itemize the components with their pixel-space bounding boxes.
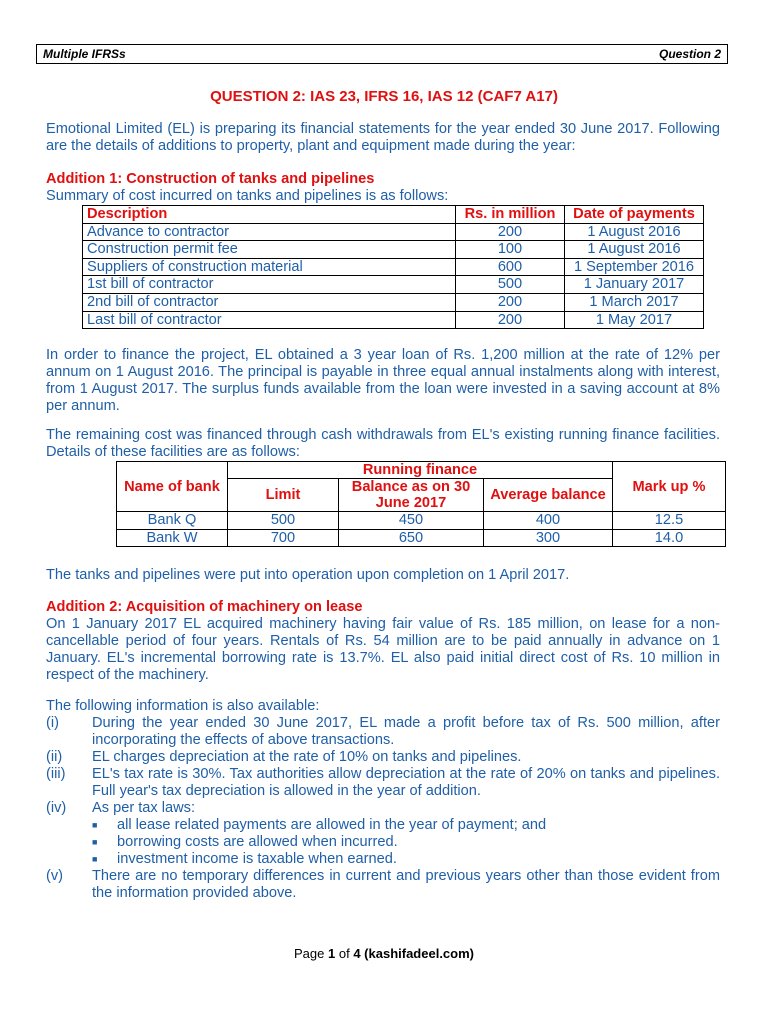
list-item: (iii) EL's tax rate is 30%. Tax authorities allow depreciation at the rate of 20% on tanks and pipelines. Full year's tax depreciation is allowed in the year of addition. xyxy=(46,766,720,799)
addition1-summary: Summary of cost incurred on tanks and pipelines is as follows: xyxy=(46,188,449,204)
table-row: Bank W 700 650 300 14.0 xyxy=(117,529,726,547)
col-bank-name: Name of bank xyxy=(117,462,228,512)
info-list xyxy=(46,715,720,902)
cost-table xyxy=(82,205,704,329)
list-item: (iv) As per tax laws: xyxy=(46,800,196,816)
table-row: Construction permit fee 100 1 August 2016 xyxy=(83,241,704,259)
info-lead: The following information is also available: xyxy=(46,698,320,714)
addition2-heading: Addition 2: Acquisition of machinery on lease xyxy=(46,599,363,615)
list-item: (i) During the year ended 30 June 2017, EL made a profit before tax of Rs. 500 million, after incorporating the effects of above transactions. xyxy=(46,715,720,748)
bullet-item: ■ investment income is taxable when earned. xyxy=(92,851,397,867)
table-row: Last bill of contractor 200 1 May 2017 xyxy=(83,311,704,329)
col-amount: Rs. in million xyxy=(456,206,565,224)
bullet-icon: ■ xyxy=(92,837,98,847)
bullet-icon: ■ xyxy=(92,854,98,864)
page-footer: Page 1 of 4 (kashifadeel.com) xyxy=(293,946,474,961)
bullet-item: ■ borrowing costs are allowed when incurred. xyxy=(92,834,398,850)
table-row: 2nd bill of contractor 200 1 March 2017 xyxy=(83,293,704,311)
operation-paragraph: The tanks and pipelines were put into operation upon completion on 1 April 2017. xyxy=(46,567,570,583)
col-group-running-finance: Running finance xyxy=(228,462,613,479)
header-right: Question 2 xyxy=(658,47,721,61)
addition1-heading: Addition 1: Construction of tanks and pipelines xyxy=(46,171,375,187)
col-average: Average balance xyxy=(484,479,613,512)
list-item: (ii) EL charges depreciation at the rate of 10% on tanks and pipelines. xyxy=(46,749,522,765)
lease-paragraph: On 1 January 2017 EL acquired machinery having fair value of Rs. 185 million, on lease for a non-cancellable period of four years. Rentals of Rs. 54 million are to be paid annually in advance on 1 January. EL's incremental borrowing rate is 13.7%. EL also paid initial direct cost of Rs. 10 million in respect of the machinery. xyxy=(46,616,720,683)
table-row: 1st bill of contractor 500 1 January 2017 xyxy=(83,276,704,294)
header-left: Multiple IFRSs xyxy=(43,47,126,61)
col-balance: Balance as on 30 June 2017 xyxy=(339,479,484,512)
question-title: QUESTION 2: IAS 23, IFRS 16, IAS 12 (CAF7 A17) xyxy=(210,88,558,105)
finance-table xyxy=(116,461,726,547)
table-row: Bank Q 500 450 400 12.5 xyxy=(117,512,726,530)
running-finance-paragraph: The remaining cost was financed through cash withdrawals from EL's existing running finance facilities. Details of these facilities are as follows: xyxy=(46,427,720,460)
col-date: Date of payments xyxy=(565,206,704,224)
table-row: Suppliers of construction material 600 1 September 2016 xyxy=(83,258,704,276)
list-item: (v) There are no temporary differences in current and previous years other than those evident from the information provided above. xyxy=(46,868,720,901)
col-description: Description xyxy=(83,206,456,224)
table-row: Advance to contractor 200 1 August 2016 xyxy=(83,223,704,241)
col-markup: Mark up % xyxy=(613,462,726,512)
bullet-icon: ■ xyxy=(92,820,98,830)
bullet-item: ■ all lease related payments are allowed in the year of payment; and xyxy=(92,817,547,833)
intro-paragraph: Emotional Limited (EL) is preparing its financial statements for the year ended 30 June 2017. Following are the details of additions to property, plant and equipment made during the year: xyxy=(46,121,720,154)
col-limit: Limit xyxy=(228,479,339,512)
page-header xyxy=(36,44,728,64)
loan-paragraph: In order to finance the project, EL obtained a 3 year loan of Rs. 1,200 million at the rate of 12% per annum on 1 August 2016. The principal is payable in three equal annual instalments along with interest, from 1 August 2017. The surplus funds available from the loan were invested in a saving account at 8% per annum. xyxy=(46,347,720,414)
